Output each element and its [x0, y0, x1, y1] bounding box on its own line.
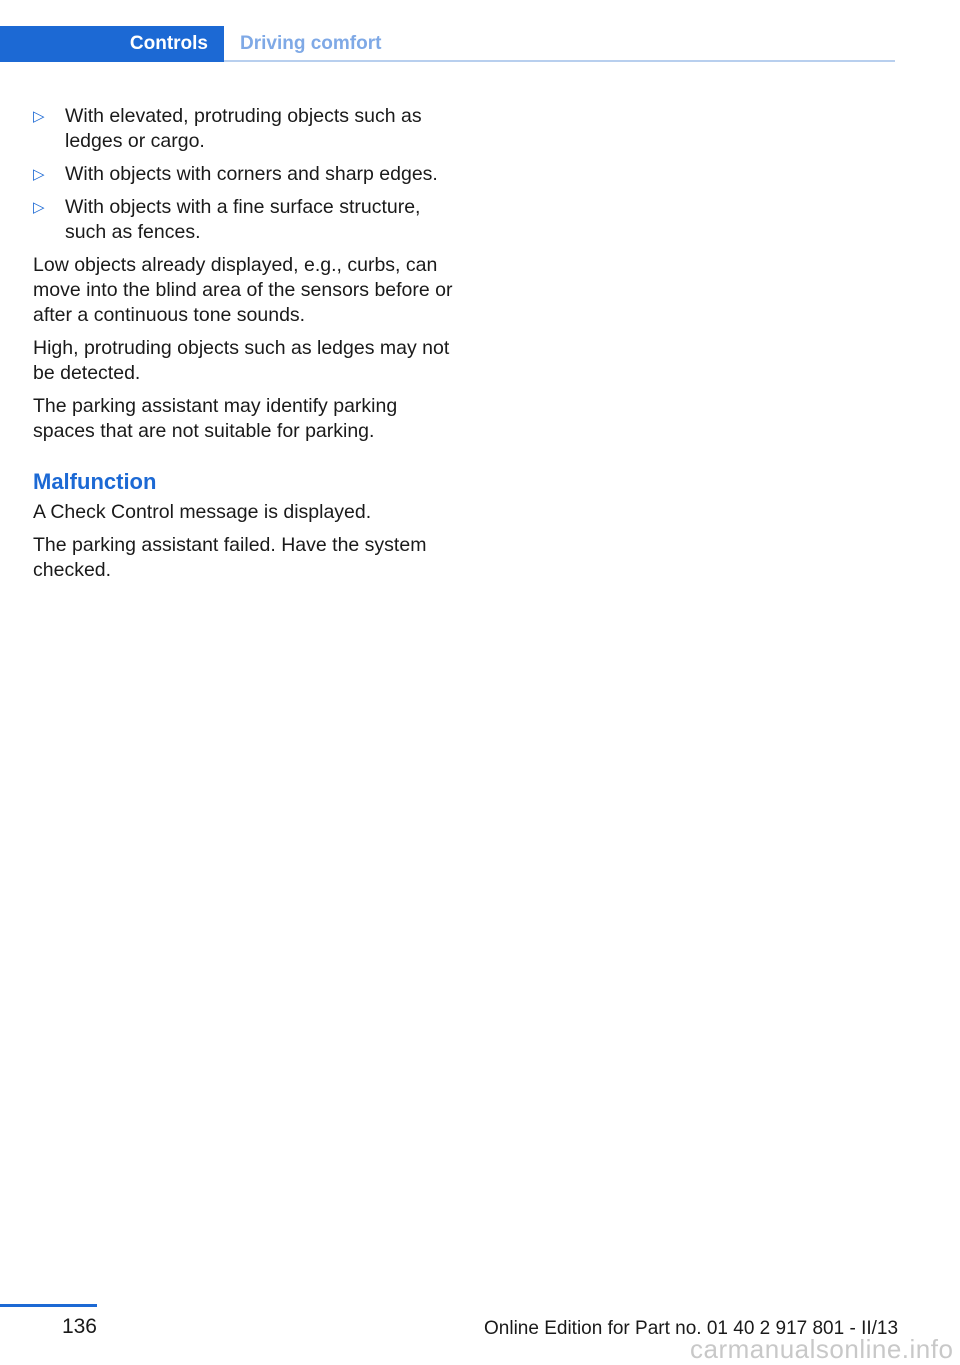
triangle-right-icon: ▷: [33, 199, 45, 216]
list-item-text: With elevated, protruding objects such as ledges or cargo.: [65, 105, 422, 152]
watermark: carmanualsonline.info: [690, 1334, 954, 1364]
header-divider: [224, 60, 895, 62]
paragraph: High, protruding objects such as ledges may not be detected.: [33, 337, 450, 384]
paragraph: Low objects already displayed, e.g., curbs, can move into the blind area of the sensors before or after a continuous tone sounds.: [33, 254, 453, 326]
list-item-text: With objects with corners and sharp edges.: [65, 163, 438, 185]
main-content: [33, 104, 453, 591]
paragraph: The parking assistant may identify parking spaces that are not suitable for parking.: [33, 395, 398, 442]
list-item: [33, 195, 453, 245]
edition-text: Online Edition for Part no. 01 40 2 917 801 - II/13: [484, 1318, 899, 1339]
section-heading: Malfunction: [33, 469, 157, 494]
list-item: [33, 104, 453, 154]
footer-divider: [0, 1304, 97, 1307]
paragraph: The parking assistant failed. Have the system checked.: [33, 534, 427, 581]
list-item-text: With objects with a fine surface structure, such as fences.: [65, 196, 421, 243]
chapter-tab: Controls: [0, 26, 224, 62]
triangle-right-icon: ▷: [33, 108, 45, 125]
page-header: [0, 26, 895, 62]
paragraph: A Check Control message is displayed.: [33, 501, 372, 523]
list-item: [33, 162, 453, 187]
section-tab: Driving comfort: [240, 33, 382, 54]
page-number: 136: [61, 1315, 97, 1338]
triangle-right-icon: ▷: [33, 166, 45, 183]
